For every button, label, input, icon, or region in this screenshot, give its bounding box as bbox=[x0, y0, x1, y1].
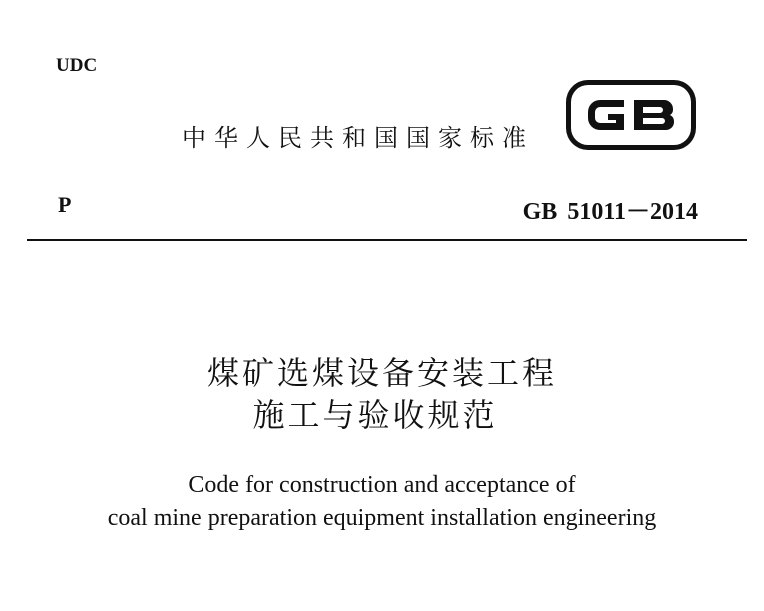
gb-logo bbox=[566, 80, 696, 150]
english-title-line-1: Code for construction and acceptance of bbox=[188, 472, 576, 498]
english-title-line-2: coal mine preparation equipment installation engineering bbox=[107, 505, 657, 531]
udc-label: UDC bbox=[56, 55, 98, 76]
issuer-name: 中华人民共和国国家标准 bbox=[182, 124, 534, 152]
chinese-title bbox=[0, 352, 764, 436]
chinese-title-line-2: 施工与验收规范 bbox=[252, 396, 498, 434]
english-title bbox=[0, 469, 764, 535]
standard-number: GB 51011－2014 bbox=[522, 199, 698, 225]
chinese-title-line-1: 煤矿选煤设备安装工程 bbox=[206, 354, 557, 392]
classification-code: P bbox=[58, 192, 72, 217]
header-rule bbox=[27, 239, 747, 241]
